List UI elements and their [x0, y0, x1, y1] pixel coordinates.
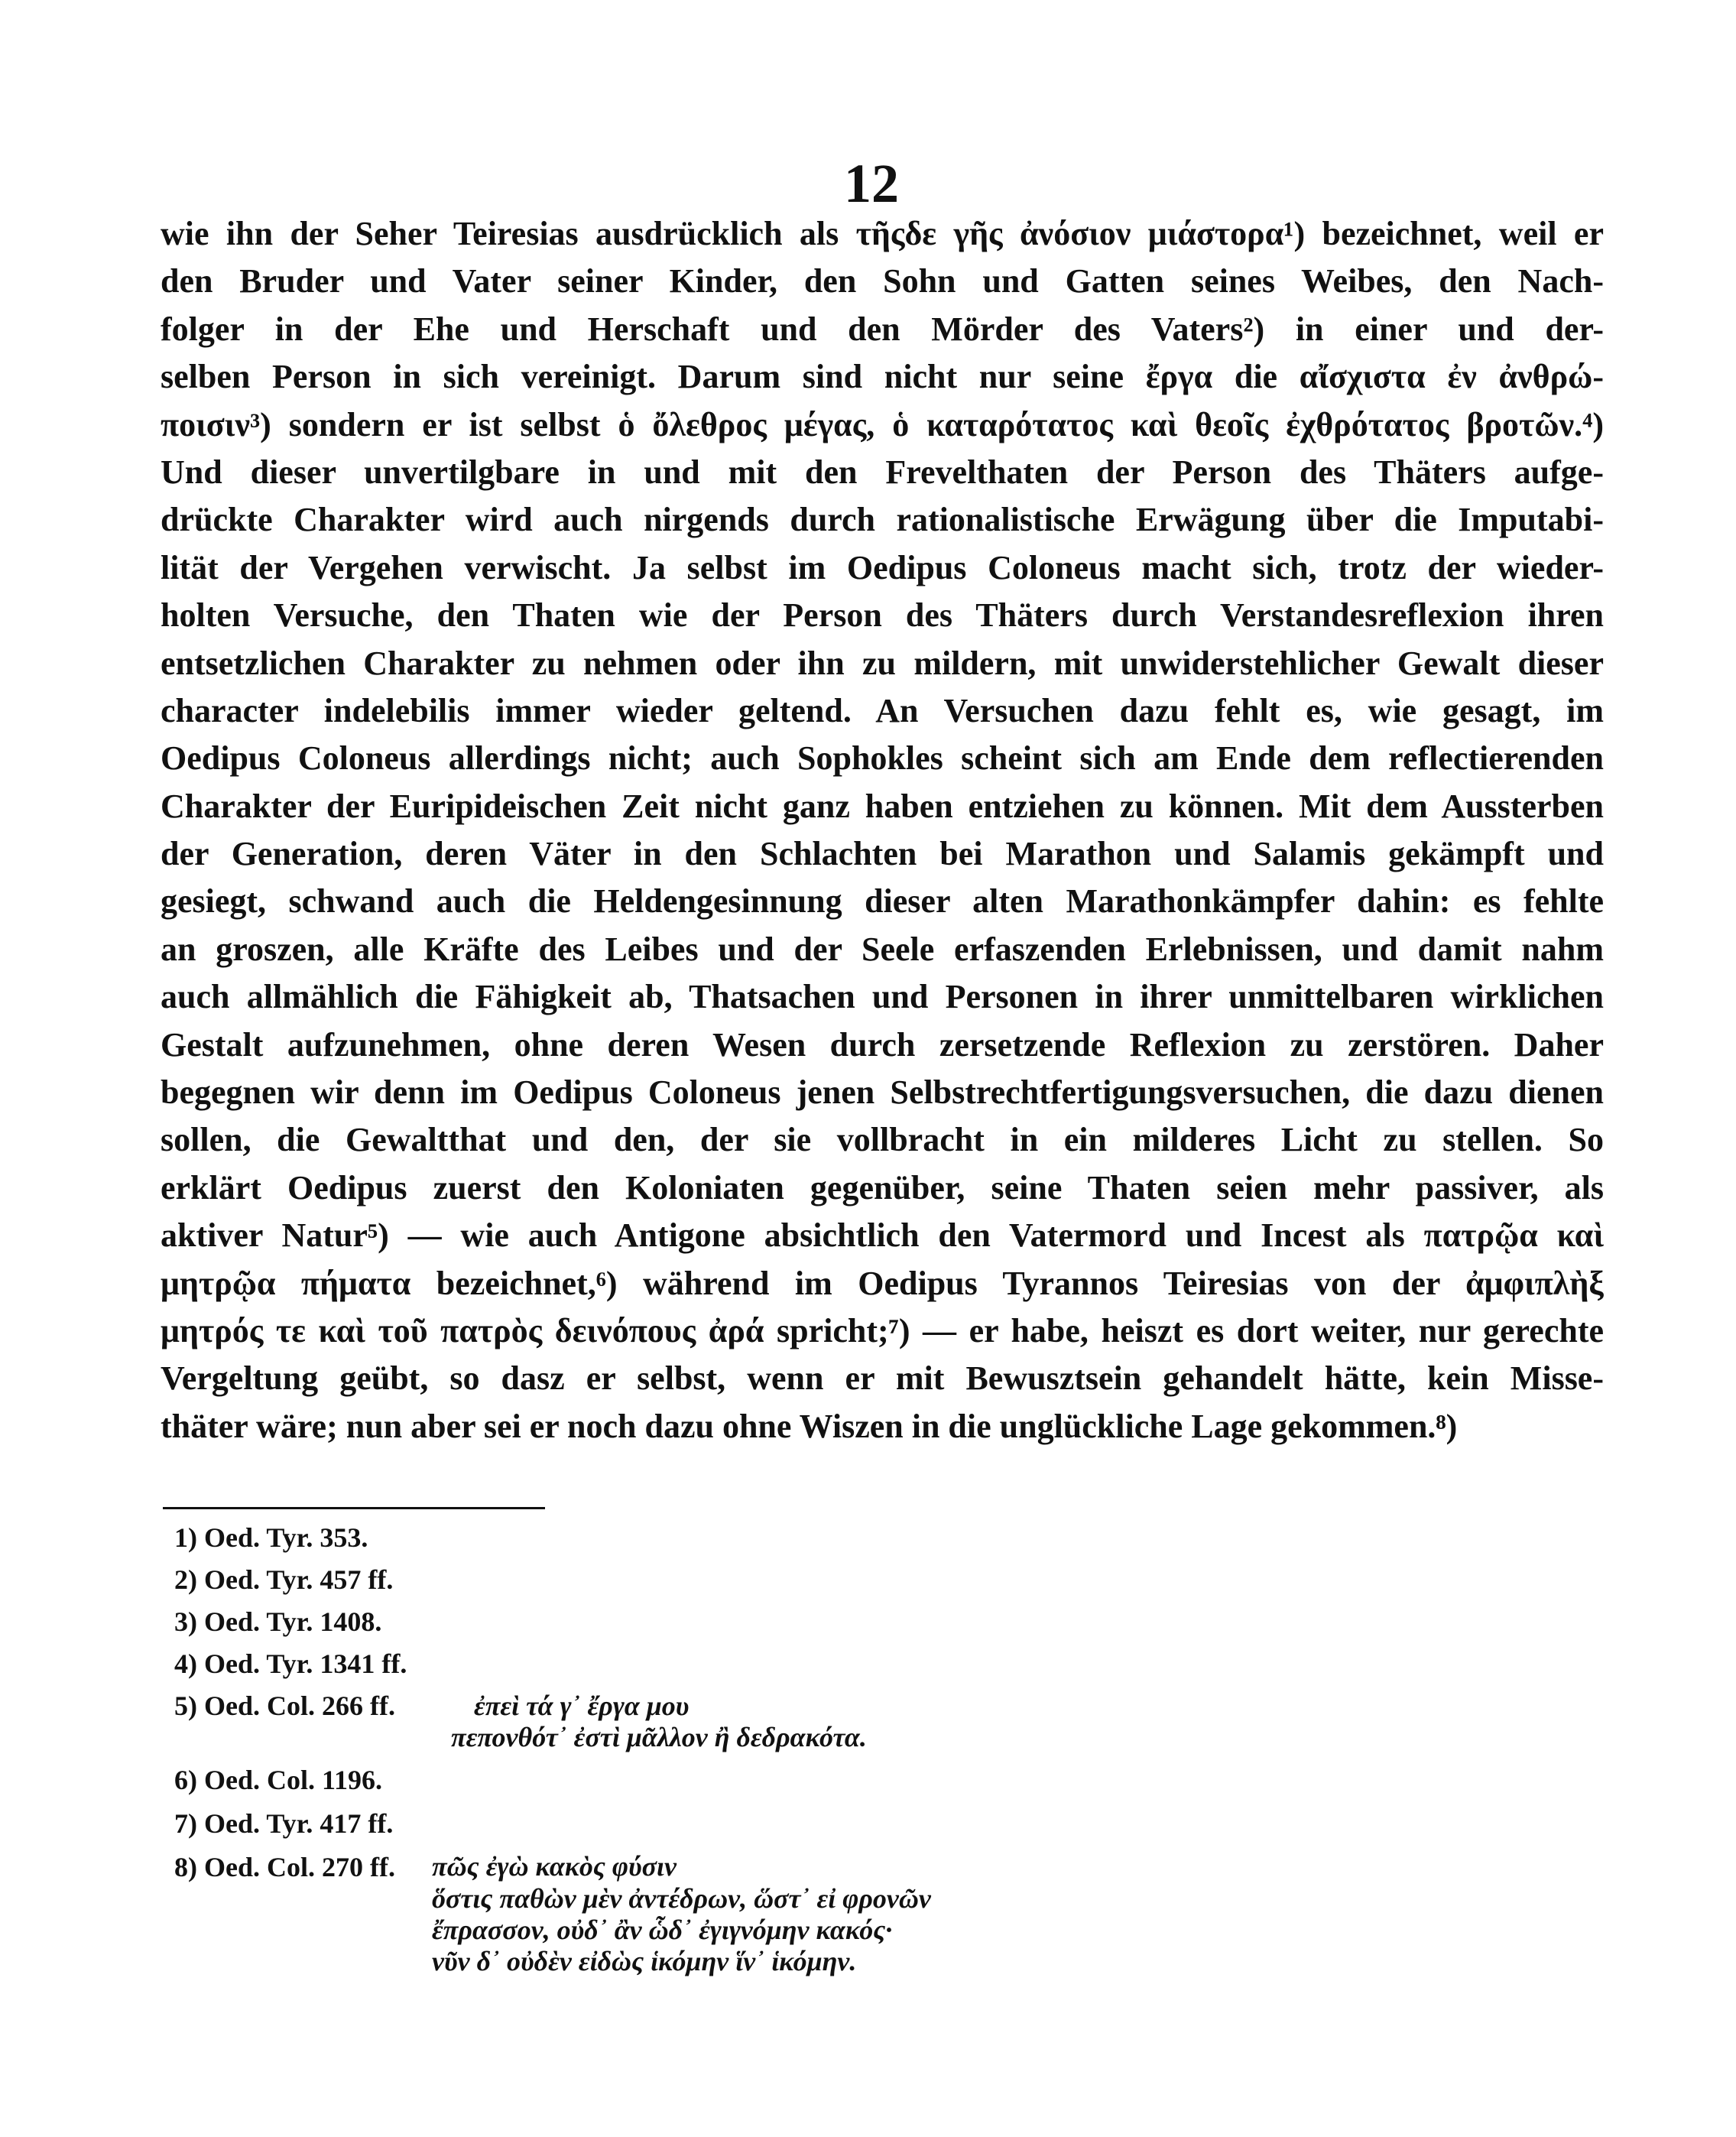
footnote-5-greek-1: ἐπεὶ τά γ᾽ ἔργα μου: [474, 1690, 690, 1721]
body-line: folger in der Ehe und Herschaft und den Mörder des Vaters²) in einer und der-: [161, 310, 1604, 348]
footnote-6: 6) Oed. Col. 1196.: [174, 1765, 383, 1795]
body-line: entsetzlichen Charakter zu nehmen oder ihn zu mildern, mit unwiderstehlicher Gewalt dieser: [161, 644, 1604, 682]
body-line: μητρός τε καὶ τοῦ πατρὸς δεινόπους ἀρά spricht;⁷) — er habe, heiszt es dort weiter, nur gerechte: [161, 1311, 1604, 1349]
body-line: character indelebilis immer wieder geltend. An Versuchen dazu fehlt es, wie gesagt, im: [161, 691, 1604, 729]
body-line: ποισιν³) sondern er ist selbst ὁ ὄλεθρος μέγας, ὁ καταρότατος καὶ θεοῖς ἐχθρότατος βροτῶν.⁴): [161, 405, 1604, 443]
body-line: erklärt Oedipus zuerst den Koloniaten gegenüber, seine Thaten seien mehr passiver, als: [161, 1168, 1604, 1207]
footnote-8-greek-3: ἔπρασσον, οὐδ᾽ ἂν ὧδ᾽ ἐγιγνόμην κακός·: [432, 1915, 893, 1945]
body-line: Gestalt aufzunehmen, ohne deren Wesen durch zersetzende Reflexion zu zerstören. Daher: [161, 1025, 1604, 1064]
body-line: selben Person in sich vereinigt. Darum sind nicht nur seine ἔργα die αἴσχιστα ἐν ἀνθρώ-: [161, 358, 1604, 396]
footnote-1: 1) Oed. Tyr. 353.: [174, 1522, 368, 1553]
body-line: Und dieser unvertilgbare in und mit den Frevelthaten der Person des Thäters aufge-: [161, 453, 1604, 491]
page-number: 12: [844, 153, 899, 214]
body-line: aktiver Natur⁵) — wie auch Antigone absichtlich den Vatermord und Incest als πατρῷα καὶ: [161, 1216, 1604, 1255]
body-line: sollen, die Gewaltthat und den, der sie vollbracht in ein milderes Licht zu stellen. So: [161, 1121, 1604, 1159]
body-line: holten Versuche, den Thaten wie der Person des Thäters durch Verstandesreflexion ihren: [161, 596, 1604, 635]
footnote-5-greek-2: πεπονθότ᾽ ἐστὶ μᾶλλον ἢ δεδρακότα.: [451, 1722, 867, 1752]
body-line: auch allmählich die Fähigkeit ab, Thatsachen und Personen in ihrer unmittelbaren wirklichen: [161, 978, 1604, 1016]
footnote-8: 8) Oed. Col. 270 ff.: [174, 1852, 395, 1882]
body-line: der Generation, deren Väter in den Schlachten bei Marathon und Salamis gekämpft und: [161, 835, 1604, 873]
body-line: Oedipus Coloneus allerdings nicht; auch Sophokles scheint sich am Ende dem reflectierenden: [161, 739, 1604, 778]
body-line: Vergeltung geübt, so dasz er selbst, wenn er mit Bewusztsein gehandelt hätte, kein Misse-: [161, 1359, 1604, 1398]
body-line: Charakter der Euripideischen Zeit nicht ganz haben entziehen zu können. Mit dem Aussterben: [161, 787, 1604, 825]
body-line: gesiegt, schwand auch die Heldengesinnung dieser alten Marathonkämpfer dahin: es fehlte: [161, 882, 1604, 921]
body-line: thäter wäre; nun aber sei er noch dazu ohne Wiszen in die unglückliche Lage gekommen.⁸): [161, 1407, 1458, 1445]
body-line: den Bruder und Vater seiner Kinder, den Sohn und Gatten seines Weibes, den Nach-: [161, 262, 1604, 300]
footnote-divider: [163, 1507, 545, 1509]
footnote-8-greek-4: νῦν δ᾽ οὐδὲν εἰδὼς ἱκόμην ἵν᾽ ἱκόμην.: [432, 1946, 857, 1976]
body-line: drückte Charakter wird auch nirgends durch rationalistische Erwägung über die Imputabi-: [161, 501, 1604, 539]
body-text: [161, 210, 1604, 1450]
body-line: wie ihn der Seher Teiresias ausdrücklich als τῆςδε γῆς ἀνόσιον μιάστορα¹) bezeichnet, weil er: [161, 215, 1604, 252]
footnote-2: 2) Oed. Tyr. 457 ff.: [174, 1564, 394, 1595]
body-line: μητρῷα πήματα bezeichnet,⁶) während im Oedipus Tyrannos Teiresias von der ἀμφιπλὴξ: [161, 1264, 1604, 1302]
footnote-8-greek-1: πῶς ἐγὼ κακὸς φύσιν: [432, 1851, 677, 1882]
footnote-5: 5) Oed. Col. 266 ff.: [174, 1690, 395, 1721]
body-line: an groszen, alle Kräfte des Leibes und der Seele erfaszenden Erlebnissen, und damit nahm: [161, 930, 1604, 968]
footnote-7: 7) Oed. Tyr. 417 ff.: [174, 1808, 394, 1839]
footnote-4: 4) Oed. Tyr. 1341 ff.: [174, 1648, 407, 1679]
footnote-8-greek-2: ὅστις παθὼν μὲν ἀντέδρων, ὥστ᾽ εἰ φρονῶν: [432, 1883, 931, 1914]
body-line: lität der Vergehen verwischt. Ja selbst im Oedipus Coloneus macht sich, trotz der wieder-: [161, 548, 1604, 586]
footnote-3: 3) Oed. Tyr. 1408.: [174, 1606, 382, 1637]
body-line: begegnen wir denn im Oedipus Coloneus jenen Selbstrechtfertigungsversuchen, die dazu dienen: [161, 1073, 1604, 1112]
